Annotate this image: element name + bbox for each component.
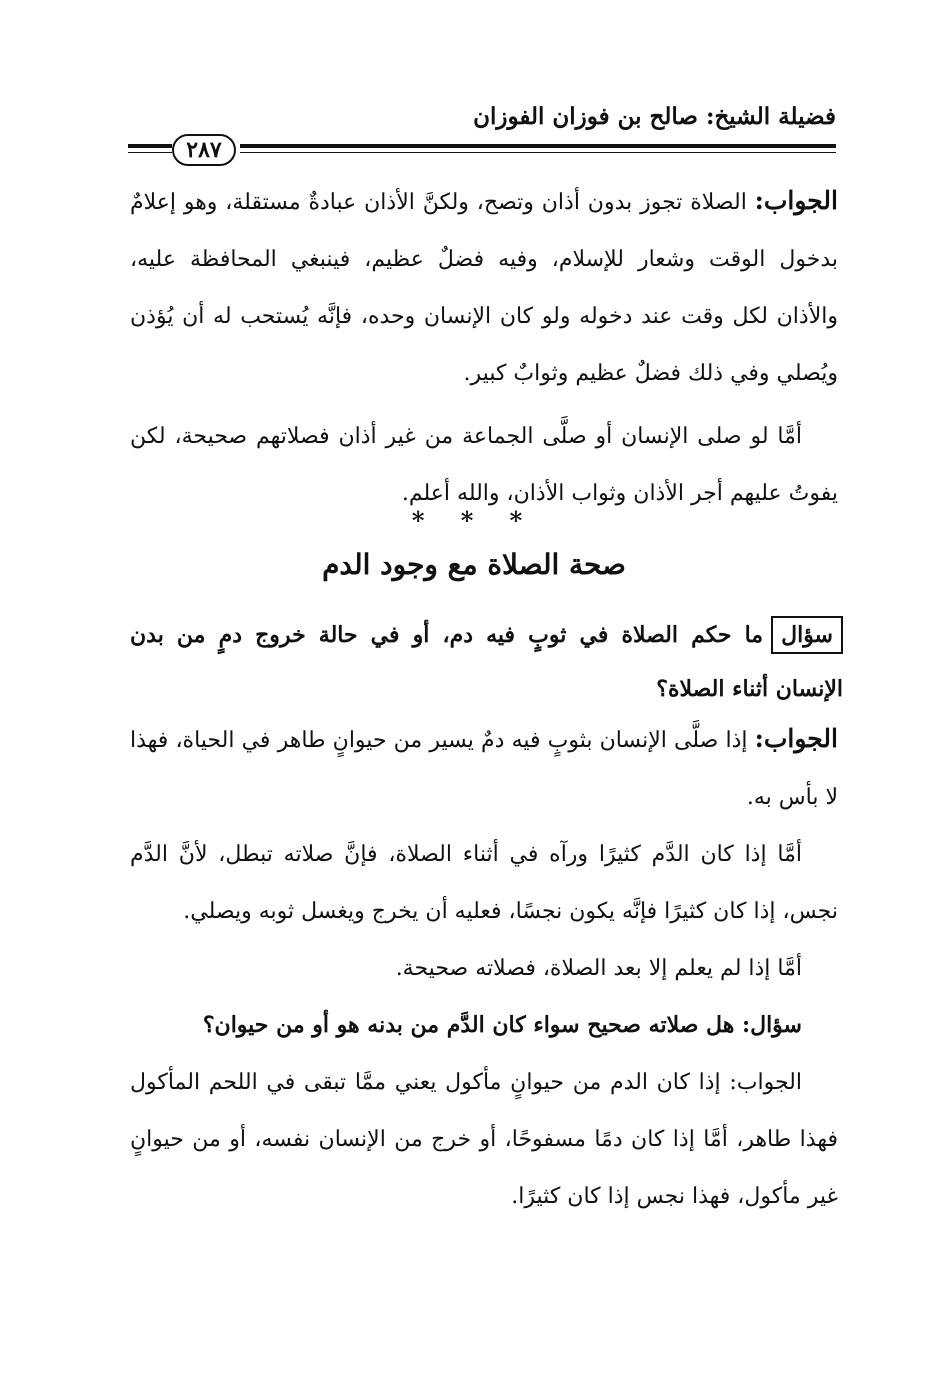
question-text: هل صلاته صحيح سواء كان الدَّم من بدنه هو أو من حيوان؟	[202, 1012, 735, 1038]
question-label: سؤال:	[741, 1012, 802, 1038]
question-label-box: سؤال	[771, 616, 843, 654]
header-rule-left-thick	[128, 144, 172, 148]
answer-label: الجواب:	[754, 724, 838, 753]
question-block-1	[130, 608, 843, 716]
answer-text: إذا صلَّى الإنسان بثوبٍ فيه دمٌ يسير من حيوانٍ طاهر في الحياة، فهذا لا بأس به.	[130, 728, 838, 810]
page-number	[172, 134, 236, 166]
answer-block-1	[130, 172, 838, 522]
page-number-text: ٢٨٧	[186, 137, 222, 163]
answer-paragraph	[130, 172, 838, 402]
answer-text: إذا كان الدم من حيوانٍ مأكول يعني ممَّا تبقى في اللحم المأكول فهذا طاهر، أمَّا إذا كان دمًا مسفوحًا، أو خرج من الإنسان نفسه، أو من حيوانٍ غير مأكول، فهذا نجس إذا كان كثيرًا.	[130, 1070, 838, 1209]
answer-text: الصلاة تجوز بدون أذان وتصح، ولكنَّ الأذان عبادةٌ مستقلة، وهو إعلامٌ بدخول الوقت وشعار للإسلام، وفيه فضلٌ عظيم، فينبغي المحافظة عليه، والأذان لكل وقت عند دخوله ولو كان الإنسان وحده، فإنَّه يُستحب له أن يُؤذن ويُصلي وفي ذلك فضلٌ عظيم وثوابٌ كبير.	[130, 190, 838, 386]
answer-label: الجواب:	[729, 1070, 802, 1095]
answer-paragraph	[130, 940, 838, 997]
section-heading: صحة الصلاة مع وجود الدم	[322, 548, 626, 581]
answer-paragraph	[130, 1054, 838, 1225]
answer-paragraph	[130, 826, 838, 940]
section-separator: * * *	[411, 506, 537, 535]
header-rule-thin	[240, 152, 836, 153]
answer-text: أمَّا إذا كان الدَّم كثيرًا ورآه في أثناء الصلاة، فإنَّ صلاته تبطل، لأنَّ الدَّم نجس، إذا كان كثيرًا فإنَّه يكون نجسًا، فعليه أن يخرج ويغسل ثوبه ويصلي.	[130, 842, 838, 924]
header-rule-left-thin	[128, 152, 172, 153]
answer-label: الجواب:	[754, 186, 838, 215]
running-header-title: فضيلة الشيخ: صالح بن فوزان الفوزان	[473, 103, 836, 130]
question-paragraph	[130, 997, 838, 1054]
answer-text: أمَّا إذا لم يعلم إلا بعد الصلاة، فصلاته صحيحة.	[395, 956, 802, 981]
answer-text: أمَّا لو صلى الإنسان أو صلَّى الجماعة من غير أذان فصلاتهم صحيحة، لكن يفوتُ عليهم أجر الأذان وثواب الأذان، والله أعلم.	[130, 424, 838, 506]
question-text: ما حكم الصلاة في ثوبٍ فيه دم، أو في حالة خروج دمٍ من بدن الإنسان أثناء الصلاة؟	[130, 622, 843, 702]
answer-paragraph	[130, 408, 838, 522]
header-rule-thick	[240, 144, 836, 148]
answer-paragraph	[130, 710, 838, 826]
answer-block-2	[130, 710, 838, 1225]
